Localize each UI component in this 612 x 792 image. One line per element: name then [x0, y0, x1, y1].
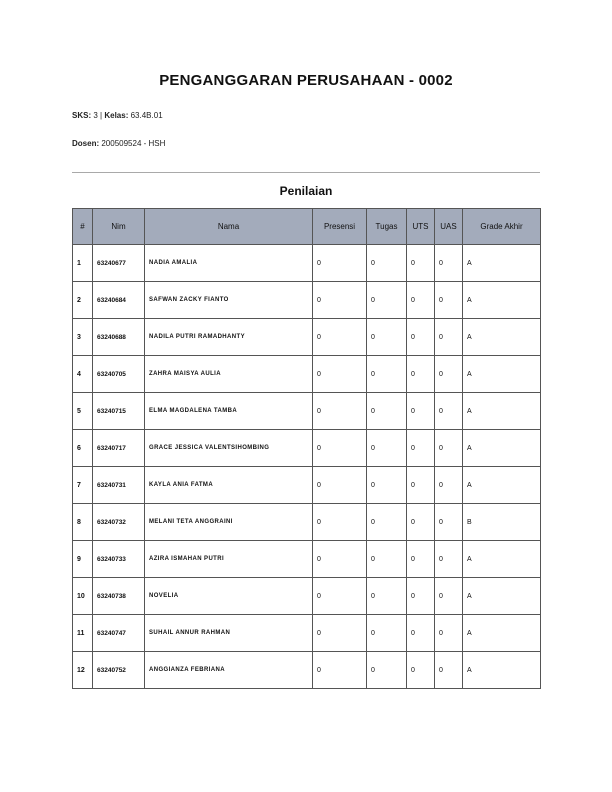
cell-nim: 63240688 — [93, 319, 145, 356]
cell-nim: 63240717 — [93, 430, 145, 467]
dosen-label: Dosen: — [72, 139, 100, 148]
table-row — [73, 652, 541, 689]
cell-uas: 0 — [435, 541, 463, 578]
course-info — [72, 111, 163, 120]
page-title: PENGANGGARAN PERUSAHAAN - 0002 — [159, 72, 453, 89]
cell-uas: 0 — [435, 578, 463, 615]
cell-presensi: 0 — [313, 356, 367, 393]
cell-nim: 63240732 — [93, 504, 145, 541]
cell-nama: ANGGIANZA FEBRIANA — [145, 652, 313, 689]
cell-uas: 0 — [435, 652, 463, 689]
table-row — [73, 356, 541, 393]
cell-no: 5 — [73, 393, 93, 430]
cell-nim: 63240715 — [93, 393, 145, 430]
cell-uts: 0 — [407, 504, 435, 541]
cell-presensi: 0 — [313, 652, 367, 689]
cell-grade: A — [463, 578, 541, 615]
cell-presensi: 0 — [313, 430, 367, 467]
cell-no: 11 — [73, 615, 93, 652]
cell-nama: KAYLA ANIA FATMA — [145, 467, 313, 504]
cell-nama: NADILA PUTRI RAMADHANTY — [145, 319, 313, 356]
sks-label: SKS: — [72, 111, 92, 120]
cell-tugas: 0 — [367, 541, 407, 578]
header-presensi: Presensi — [313, 209, 367, 245]
cell-nim: 63240677 — [93, 245, 145, 282]
cell-uts: 0 — [407, 541, 435, 578]
cell-nama: ZAHRA MAISYA AULIA — [145, 356, 313, 393]
cell-nama: GRACE JESSICA VALENTSIHOMBING — [145, 430, 313, 467]
table-row — [73, 430, 541, 467]
header-grade: Grade Akhir — [463, 209, 541, 245]
header-no: # — [73, 209, 93, 245]
cell-nama: MELANI TETA ANGGRAINI — [145, 504, 313, 541]
table-row — [73, 504, 541, 541]
kelas-label: Kelas: — [104, 111, 129, 120]
lecturer-info — [72, 139, 165, 148]
dosen-value: 200509524 - HSH — [101, 139, 166, 148]
header-uas: UAS — [435, 209, 463, 245]
cell-no: 12 — [73, 652, 93, 689]
cell-no: 8 — [73, 504, 93, 541]
table-row — [73, 467, 541, 504]
cell-uas: 0 — [435, 319, 463, 356]
cell-uts: 0 — [407, 356, 435, 393]
cell-nama: SUHAIL ANNUR RAHMAN — [145, 615, 313, 652]
cell-no: 3 — [73, 319, 93, 356]
cell-grade: A — [463, 652, 541, 689]
divider — [72, 172, 540, 173]
cell-nim: 63240738 — [93, 578, 145, 615]
cell-uas: 0 — [435, 615, 463, 652]
section-title: Penilaian — [279, 184, 333, 198]
cell-presensi: 0 — [313, 504, 367, 541]
cell-nama: NADIA AMALIA — [145, 245, 313, 282]
cell-tugas: 0 — [367, 282, 407, 319]
kelas-value: 63.4B.01 — [130, 111, 163, 120]
cell-uts: 0 — [407, 282, 435, 319]
cell-nama: NOVELIA — [145, 578, 313, 615]
cell-no: 4 — [73, 356, 93, 393]
cell-nim: 63240752 — [93, 652, 145, 689]
cell-uts: 0 — [407, 467, 435, 504]
cell-presensi: 0 — [313, 393, 367, 430]
table-row — [73, 393, 541, 430]
cell-uas: 0 — [435, 282, 463, 319]
cell-uas: 0 — [435, 393, 463, 430]
cell-uts: 0 — [407, 652, 435, 689]
cell-nim: 63240747 — [93, 615, 145, 652]
cell-nama: SAFWAN ZACKY FIANTO — [145, 282, 313, 319]
table-row — [73, 319, 541, 356]
cell-uas: 0 — [435, 504, 463, 541]
cell-grade: A — [463, 319, 541, 356]
cell-uts: 0 — [407, 615, 435, 652]
cell-tugas: 0 — [367, 467, 407, 504]
cell-nim: 63240731 — [93, 467, 145, 504]
cell-grade: A — [463, 245, 541, 282]
cell-uts: 0 — [407, 319, 435, 356]
cell-grade: A — [463, 467, 541, 504]
cell-tugas: 0 — [367, 652, 407, 689]
table-row — [73, 615, 541, 652]
cell-no: 10 — [73, 578, 93, 615]
cell-presensi: 0 — [313, 541, 367, 578]
cell-presensi: 0 — [313, 467, 367, 504]
cell-grade: A — [463, 282, 541, 319]
cell-tugas: 0 — [367, 578, 407, 615]
cell-tugas: 0 — [367, 504, 407, 541]
cell-uas: 0 — [435, 356, 463, 393]
cell-tugas: 0 — [367, 615, 407, 652]
cell-no: 6 — [73, 430, 93, 467]
cell-tugas: 0 — [367, 245, 407, 282]
cell-uas: 0 — [435, 467, 463, 504]
table-row — [73, 578, 541, 615]
cell-grade: B — [463, 504, 541, 541]
cell-uts: 0 — [407, 393, 435, 430]
table-row — [73, 282, 541, 319]
cell-presensi: 0 — [313, 245, 367, 282]
cell-nim: 63240684 — [93, 282, 145, 319]
header-uts: UTS — [407, 209, 435, 245]
cell-grade: A — [463, 393, 541, 430]
cell-no: 1 — [73, 245, 93, 282]
cell-grade: A — [463, 430, 541, 467]
cell-no: 7 — [73, 467, 93, 504]
sks-value: 3 — [93, 111, 98, 120]
cell-no: 9 — [73, 541, 93, 578]
table-row — [73, 541, 541, 578]
cell-nim: 63240733 — [93, 541, 145, 578]
table-header-row — [73, 209, 541, 245]
cell-tugas: 0 — [367, 430, 407, 467]
cell-uts: 0 — [407, 245, 435, 282]
cell-nama: AZIRA ISMAHAN PUTRI — [145, 541, 313, 578]
cell-nim: 63240705 — [93, 356, 145, 393]
cell-tugas: 0 — [367, 319, 407, 356]
cell-grade: A — [463, 541, 541, 578]
header-nama: Nama — [145, 209, 313, 245]
header-nim: Nim — [93, 209, 145, 245]
cell-presensi: 0 — [313, 615, 367, 652]
cell-nama: ELMA MAGDALENA TAMBA — [145, 393, 313, 430]
cell-uas: 0 — [435, 430, 463, 467]
cell-grade: A — [463, 356, 541, 393]
cell-tugas: 0 — [367, 356, 407, 393]
table-row — [73, 245, 541, 282]
cell-uts: 0 — [407, 430, 435, 467]
cell-uts: 0 — [407, 578, 435, 615]
cell-presensi: 0 — [313, 319, 367, 356]
cell-presensi: 0 — [313, 578, 367, 615]
grades-table — [72, 208, 541, 689]
cell-uas: 0 — [435, 245, 463, 282]
cell-presensi: 0 — [313, 282, 367, 319]
cell-tugas: 0 — [367, 393, 407, 430]
header-tugas: Tugas — [367, 209, 407, 245]
separator: | — [100, 111, 103, 120]
cell-grade: A — [463, 615, 541, 652]
cell-no: 2 — [73, 282, 93, 319]
